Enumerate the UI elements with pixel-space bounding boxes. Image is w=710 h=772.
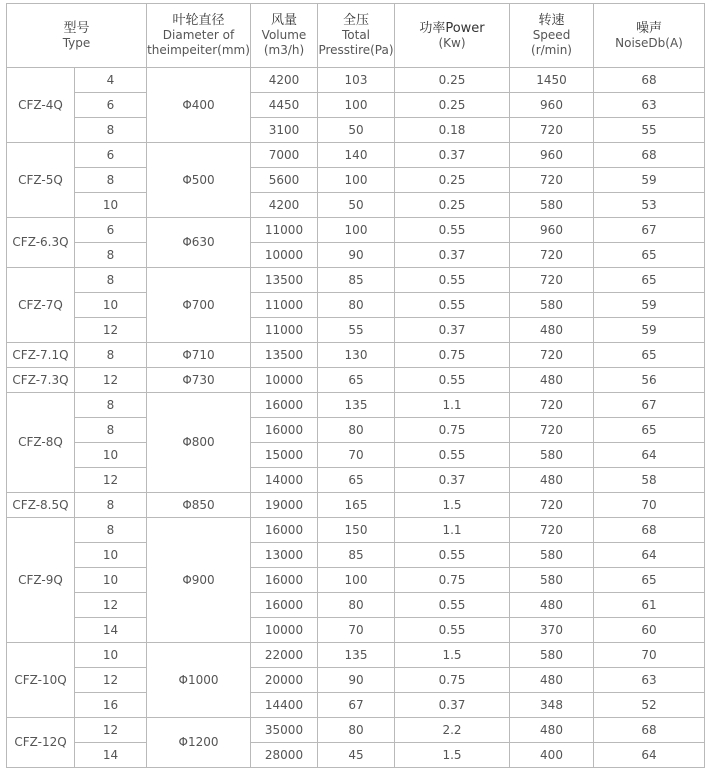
- speed-cell: 480: [510, 668, 594, 693]
- speed-cell: 580: [510, 543, 594, 568]
- number-cell: 12: [75, 318, 147, 343]
- speed-cell: 960: [510, 218, 594, 243]
- volume-cell: 11000: [251, 318, 318, 343]
- table-row: [7, 493, 705, 518]
- pressure-cell: 130: [318, 343, 395, 368]
- number-cell: 8: [75, 118, 147, 143]
- pressure-cell: 135: [318, 393, 395, 418]
- number-cell: 8: [75, 268, 147, 293]
- power-cell: 0.55: [395, 618, 510, 643]
- pressure-cell: 80: [318, 593, 395, 618]
- table-row: [7, 393, 705, 418]
- number-cell: 14: [75, 618, 147, 643]
- table-row: [7, 668, 705, 693]
- noise-cell: 52: [594, 693, 705, 718]
- diameter-cell: Φ730: [147, 368, 251, 393]
- diameter-cell: Φ710: [147, 343, 251, 368]
- noise-cell: 53: [594, 193, 705, 218]
- speed-cell: 580: [510, 193, 594, 218]
- number-cell: 16: [75, 693, 147, 718]
- speed-cell: 370: [510, 618, 594, 643]
- volume-cell: 3100: [251, 118, 318, 143]
- power-cell: 0.55: [395, 543, 510, 568]
- header-row: [7, 4, 705, 68]
- speed-cell: 580: [510, 293, 594, 318]
- volume-cell: 4200: [251, 193, 318, 218]
- number-cell: 4: [75, 68, 147, 93]
- noise-cell: 68: [594, 718, 705, 743]
- table-row: [7, 368, 705, 393]
- volume-cell: 13500: [251, 268, 318, 293]
- pressure-cell: 90: [318, 668, 395, 693]
- diameter-cell: Φ400: [147, 68, 251, 143]
- pressure-cell: 85: [318, 543, 395, 568]
- volume-cell: 19000: [251, 493, 318, 518]
- power-cell: 1.5: [395, 493, 510, 518]
- power-cell: 0.55: [395, 593, 510, 618]
- volume-cell: 20000: [251, 668, 318, 693]
- pressure-cell: 45: [318, 743, 395, 768]
- number-cell: 10: [75, 543, 147, 568]
- speed-cell: 720: [510, 418, 594, 443]
- diameter-cell: Φ1200: [147, 718, 251, 768]
- pressure-cell: 165: [318, 493, 395, 518]
- model-cell: CFZ-8Q: [7, 393, 75, 493]
- table-row: [7, 218, 705, 243]
- pressure-cell: 80: [318, 293, 395, 318]
- speed-cell: 960: [510, 143, 594, 168]
- speed-cell: 720: [510, 243, 594, 268]
- power-cell: 0.75: [395, 343, 510, 368]
- pressure-cell: 80: [318, 718, 395, 743]
- noise-cell: 64: [594, 543, 705, 568]
- number-cell: 8: [75, 418, 147, 443]
- noise-cell: 68: [594, 143, 705, 168]
- diameter-cell: Φ500: [147, 143, 251, 218]
- number-cell: 12: [75, 468, 147, 493]
- noise-cell: 60: [594, 618, 705, 643]
- pressure-cell: 100: [318, 168, 395, 193]
- number-cell: 6: [75, 218, 147, 243]
- speed-cell: 480: [510, 368, 594, 393]
- model-cell: CFZ-8.5Q: [7, 493, 75, 518]
- pressure-cell: 50: [318, 118, 395, 143]
- pressure-cell: 100: [318, 93, 395, 118]
- volume-cell: 4450: [251, 93, 318, 118]
- noise-cell: 61: [594, 593, 705, 618]
- pressure-cell: 85: [318, 268, 395, 293]
- model-cell: CFZ-6.3Q: [7, 218, 75, 268]
- table-row: [7, 543, 705, 568]
- table-row: [7, 418, 705, 443]
- volume-cell: 16000: [251, 568, 318, 593]
- number-cell: 10: [75, 643, 147, 668]
- table-row: [7, 618, 705, 643]
- power-cell: 0.75: [395, 568, 510, 593]
- power-cell: 0.37: [395, 318, 510, 343]
- diameter-cell: Φ900: [147, 518, 251, 643]
- table-row: [7, 118, 705, 143]
- pressure-cell: 103: [318, 68, 395, 93]
- number-cell: 8: [75, 343, 147, 368]
- volume-cell: 14400: [251, 693, 318, 718]
- speed-cell: 580: [510, 568, 594, 593]
- speed-cell: 720: [510, 493, 594, 518]
- header-power: 功率Power (Kw): [395, 4, 510, 68]
- power-cell: 0.55: [395, 293, 510, 318]
- header-diameter: 叶轮直径 Diameter of theimpeiter(mm): [147, 4, 251, 68]
- header-pressure: 全压 Total Presstire(Pa): [318, 4, 395, 68]
- volume-cell: 16000: [251, 393, 318, 418]
- number-cell: 8: [75, 243, 147, 268]
- power-cell: 0.25: [395, 68, 510, 93]
- fan-spec-table: [6, 3, 705, 768]
- speed-cell: 580: [510, 643, 594, 668]
- power-cell: 0.37: [395, 243, 510, 268]
- volume-cell: 7000: [251, 143, 318, 168]
- pressure-cell: 100: [318, 568, 395, 593]
- number-cell: 10: [75, 568, 147, 593]
- pressure-cell: 100: [318, 218, 395, 243]
- speed-cell: 400: [510, 743, 594, 768]
- power-cell: 0.25: [395, 168, 510, 193]
- volume-cell: 16000: [251, 418, 318, 443]
- pressure-cell: 140: [318, 143, 395, 168]
- table-row: [7, 293, 705, 318]
- speed-cell: 1450: [510, 68, 594, 93]
- speed-cell: 720: [510, 268, 594, 293]
- model-cell: CFZ-10Q: [7, 643, 75, 718]
- header-type: 型号 Type: [7, 4, 147, 68]
- power-cell: 1.5: [395, 643, 510, 668]
- volume-cell: 16000: [251, 593, 318, 618]
- noise-cell: 67: [594, 393, 705, 418]
- volume-cell: 13000: [251, 543, 318, 568]
- header-noise: 噪声 NoiseDb(A): [594, 4, 705, 68]
- number-cell: 12: [75, 593, 147, 618]
- noise-cell: 64: [594, 743, 705, 768]
- noise-cell: 68: [594, 518, 705, 543]
- speed-cell: 720: [510, 168, 594, 193]
- table-row: [7, 743, 705, 768]
- speed-cell: 720: [510, 343, 594, 368]
- diameter-cell: Φ1000: [147, 643, 251, 718]
- model-cell: CFZ-12Q: [7, 718, 75, 768]
- number-cell: 12: [75, 368, 147, 393]
- table-row: [7, 468, 705, 493]
- table-row: [7, 168, 705, 193]
- number-cell: 10: [75, 443, 147, 468]
- noise-cell: 55: [594, 118, 705, 143]
- volume-cell: 10000: [251, 243, 318, 268]
- pressure-cell: 65: [318, 468, 395, 493]
- noise-cell: 58: [594, 468, 705, 493]
- table-row: [7, 518, 705, 543]
- power-cell: 0.55: [395, 443, 510, 468]
- power-cell: 2.2: [395, 718, 510, 743]
- volume-cell: 16000: [251, 518, 318, 543]
- speed-cell: 960: [510, 93, 594, 118]
- power-cell: 0.75: [395, 418, 510, 443]
- volume-cell: 11000: [251, 218, 318, 243]
- noise-cell: 67: [594, 218, 705, 243]
- speed-cell: 720: [510, 118, 594, 143]
- table-row: [7, 443, 705, 468]
- speed-cell: 480: [510, 318, 594, 343]
- number-cell: 12: [75, 668, 147, 693]
- model-cell: CFZ-9Q: [7, 518, 75, 643]
- speed-cell: 480: [510, 718, 594, 743]
- diameter-cell: Φ700: [147, 268, 251, 343]
- volume-cell: 14000: [251, 468, 318, 493]
- speed-cell: 480: [510, 468, 594, 493]
- table-row: [7, 593, 705, 618]
- table-row: [7, 68, 705, 93]
- pressure-cell: 150: [318, 518, 395, 543]
- volume-cell: 28000: [251, 743, 318, 768]
- speed-cell: 580: [510, 443, 594, 468]
- volume-cell: 11000: [251, 293, 318, 318]
- table-row: [7, 243, 705, 268]
- model-cell: CFZ-7.3Q: [7, 368, 75, 393]
- power-cell: 0.55: [395, 368, 510, 393]
- noise-cell: 59: [594, 318, 705, 343]
- pressure-cell: 55: [318, 318, 395, 343]
- number-cell: 10: [75, 293, 147, 318]
- number-cell: 12: [75, 718, 147, 743]
- model-cell: CFZ-5Q: [7, 143, 75, 218]
- noise-cell: 59: [594, 168, 705, 193]
- noise-cell: 70: [594, 493, 705, 518]
- volume-cell: 15000: [251, 443, 318, 468]
- volume-cell: 35000: [251, 718, 318, 743]
- speed-cell: 720: [510, 393, 594, 418]
- pressure-cell: 90: [318, 243, 395, 268]
- number-cell: 8: [75, 518, 147, 543]
- noise-cell: 59: [594, 293, 705, 318]
- table-row: [7, 93, 705, 118]
- power-cell: 0.18: [395, 118, 510, 143]
- model-cell: CFZ-7Q: [7, 268, 75, 343]
- noise-cell: 65: [594, 243, 705, 268]
- noise-cell: 65: [594, 418, 705, 443]
- table-body: [7, 68, 705, 768]
- number-cell: 10: [75, 193, 147, 218]
- volume-cell: 10000: [251, 618, 318, 643]
- number-cell: 6: [75, 93, 147, 118]
- number-cell: 14: [75, 743, 147, 768]
- pressure-cell: 65: [318, 368, 395, 393]
- volume-cell: 13500: [251, 343, 318, 368]
- power-cell: 0.55: [395, 268, 510, 293]
- model-cell: CFZ-7.1Q: [7, 343, 75, 368]
- table-row: [7, 143, 705, 168]
- diameter-cell: Φ800: [147, 393, 251, 493]
- pressure-cell: 67: [318, 693, 395, 718]
- diameter-cell: Φ630: [147, 218, 251, 268]
- table-row: [7, 193, 705, 218]
- table-row: [7, 718, 705, 743]
- power-cell: 1.1: [395, 393, 510, 418]
- volume-cell: 22000: [251, 643, 318, 668]
- noise-cell: 65: [594, 343, 705, 368]
- table-row: [7, 318, 705, 343]
- speed-cell: 348: [510, 693, 594, 718]
- pressure-cell: 70: [318, 618, 395, 643]
- pressure-cell: 50: [318, 193, 395, 218]
- noise-cell: 63: [594, 668, 705, 693]
- number-cell: 6: [75, 143, 147, 168]
- pressure-cell: 70: [318, 443, 395, 468]
- table-row: [7, 343, 705, 368]
- power-cell: 0.37: [395, 143, 510, 168]
- header-speed: 转速 Speed (r/min): [510, 4, 594, 68]
- table-row: [7, 643, 705, 668]
- power-cell: 0.37: [395, 468, 510, 493]
- power-cell: 0.75: [395, 668, 510, 693]
- noise-cell: 65: [594, 568, 705, 593]
- model-cell: CFZ-4Q: [7, 68, 75, 143]
- power-cell: 1.1: [395, 518, 510, 543]
- power-cell: 0.37: [395, 693, 510, 718]
- speed-cell: 480: [510, 593, 594, 618]
- volume-cell: 5600: [251, 168, 318, 193]
- power-cell: 0.25: [395, 93, 510, 118]
- power-cell: 1.5: [395, 743, 510, 768]
- noise-cell: 70: [594, 643, 705, 668]
- speed-cell: 720: [510, 518, 594, 543]
- pressure-cell: 135: [318, 643, 395, 668]
- pressure-cell: 80: [318, 418, 395, 443]
- diameter-cell: Φ850: [147, 493, 251, 518]
- number-cell: 8: [75, 168, 147, 193]
- noise-cell: 68: [594, 68, 705, 93]
- noise-cell: 63: [594, 93, 705, 118]
- header-volume: 风量 Volume (m3/h): [251, 4, 318, 68]
- number-cell: 8: [75, 393, 147, 418]
- number-cell: 8: [75, 493, 147, 518]
- table-row: [7, 268, 705, 293]
- volume-cell: 10000: [251, 368, 318, 393]
- table-row: [7, 568, 705, 593]
- power-cell: 0.55: [395, 218, 510, 243]
- volume-cell: 4200: [251, 68, 318, 93]
- table-row: [7, 693, 705, 718]
- noise-cell: 65: [594, 268, 705, 293]
- power-cell: 0.25: [395, 193, 510, 218]
- noise-cell: 56: [594, 368, 705, 393]
- noise-cell: 64: [594, 443, 705, 468]
